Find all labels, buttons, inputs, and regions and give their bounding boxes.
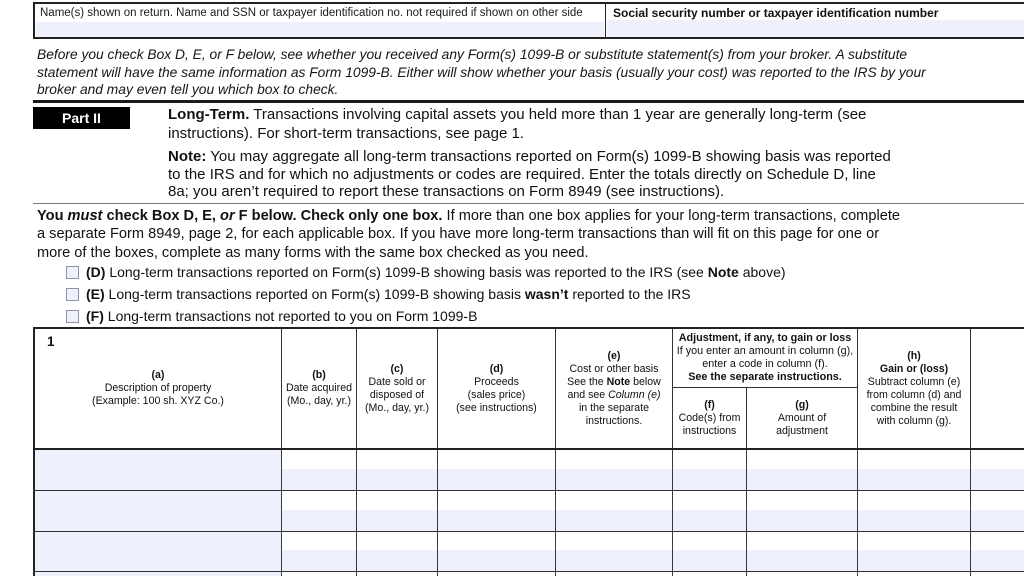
col-e-letter: (e) bbox=[607, 349, 621, 362]
cell-field[interactable] bbox=[556, 510, 672, 531]
cell-cost-basis bbox=[556, 491, 673, 531]
col-g-text: adjustment bbox=[776, 424, 828, 437]
note-text: 8a; you aren’t required to report these transactions on Form 8949 (see instructions). bbox=[168, 183, 725, 200]
col-h-header bbox=[858, 329, 971, 448]
cell-field[interactable] bbox=[858, 550, 970, 571]
cell-field[interactable] bbox=[673, 550, 746, 571]
col-e-header bbox=[556, 329, 673, 448]
cell-adjustment bbox=[747, 532, 858, 572]
col-h-text: from column (d) and bbox=[866, 388, 962, 401]
checkbox-e-label: Long-term transactions reported on Form(s) 1099-B showing basis bbox=[104, 286, 525, 302]
cell-proceeds bbox=[438, 532, 556, 572]
cell-date-sold bbox=[357, 532, 438, 572]
cell-field[interactable] bbox=[282, 469, 356, 490]
cell-field[interactable] bbox=[556, 550, 672, 571]
cell-field[interactable] bbox=[357, 469, 437, 490]
checkbox-e-letter: (E) bbox=[86, 286, 105, 302]
cell-description-field[interactable] bbox=[33, 450, 282, 490]
cell-gain-loss bbox=[858, 532, 971, 572]
cell-code bbox=[673, 450, 747, 490]
col-d-text: Proceeds bbox=[474, 375, 519, 388]
checkbox-d-letter: (D) bbox=[86, 264, 106, 280]
row-overflow bbox=[971, 532, 1024, 572]
col-a-text: (Example: 100 sh. XYZ Co.) bbox=[92, 395, 224, 407]
part2-badge: Part II bbox=[33, 107, 130, 129]
cell-field[interactable] bbox=[673, 469, 746, 490]
note-text: You may aggregate all long-term transactions reported on Form(s) 1099-B showing basis was reported bbox=[206, 148, 891, 165]
col-e-text: and see bbox=[567, 388, 609, 401]
col-f-text: instructions bbox=[682, 424, 737, 437]
cell-field[interactable] bbox=[747, 550, 857, 571]
cell-proceeds bbox=[438, 572, 556, 576]
cell-description-field[interactable] bbox=[33, 532, 282, 572]
col-d-text: (see instructions) bbox=[456, 401, 537, 414]
cell-field[interactable] bbox=[282, 510, 356, 531]
col-d-header bbox=[438, 329, 556, 448]
cell-adjustment bbox=[747, 450, 858, 490]
cell-field bbox=[971, 550, 1024, 571]
must-check-instructions bbox=[37, 207, 900, 262]
name-on-return-label: Name(s) shown on return. Name and SSN or taxpayer identification no. not required if shown on other side bbox=[40, 7, 583, 19]
part2-title bbox=[168, 106, 866, 143]
checkbox-d-label: above) bbox=[738, 264, 786, 280]
part2-title-text: Transactions involving capital assets you held more than 1 year are generally long-term (see bbox=[249, 106, 867, 123]
checkbox-row-e bbox=[66, 286, 691, 302]
row-overflow bbox=[971, 491, 1024, 531]
must-check-italic: or bbox=[220, 208, 235, 224]
col-a-header bbox=[33, 329, 282, 448]
must-check-text: more of the boxes, complete as many forms with the same box checked as you need. bbox=[37, 244, 589, 261]
ssn-cell bbox=[606, 4, 1024, 37]
cell-code bbox=[673, 572, 747, 576]
transactions-table bbox=[33, 327, 1024, 576]
cell-proceeds bbox=[438, 491, 556, 531]
cell-field[interactable] bbox=[438, 469, 555, 490]
cell-cost-basis bbox=[556, 450, 673, 490]
taxpayer-header-box bbox=[33, 2, 1024, 39]
cell-code bbox=[673, 532, 747, 572]
must-check-text: a separate Form 8949, page 2, for each applicable box. If you have more long-term transactions than will fit on this page for one or bbox=[37, 226, 880, 243]
cell-date-acquired bbox=[282, 532, 357, 572]
checkbox-f[interactable] bbox=[66, 310, 79, 323]
cell-field[interactable] bbox=[747, 469, 857, 490]
table-row bbox=[33, 572, 1024, 576]
col-b-text: (Mo., day, yr.) bbox=[287, 395, 351, 407]
broker-note-line: broker and may even tell you which box to check. bbox=[37, 82, 339, 97]
col-a-letter: (a) bbox=[151, 369, 165, 381]
cell-cost-basis bbox=[556, 572, 673, 576]
must-check-italic: must bbox=[67, 208, 103, 224]
header-overflow-spacer bbox=[971, 329, 1024, 448]
col-c-text: disposed of bbox=[369, 388, 425, 401]
ssn-label: Social security number or taxpayer identification number bbox=[613, 6, 939, 20]
col-e-italic: Column (e) bbox=[608, 388, 661, 401]
adjustment-header-bold: Adjustment, if any, to gain or loss bbox=[678, 332, 852, 344]
cell-cost-basis bbox=[556, 532, 673, 572]
note-bold-prefix: Note: bbox=[168, 148, 207, 165]
part2-title-text: instructions). For short-term transactions, see page 1. bbox=[168, 124, 524, 142]
col-e-text: Cost or other basis bbox=[569, 362, 659, 375]
col-c-text: Date sold or bbox=[368, 375, 426, 388]
cell-description-field[interactable] bbox=[33, 572, 282, 576]
part2-aggregate-note bbox=[168, 148, 891, 201]
cell-description-field[interactable] bbox=[33, 491, 282, 531]
must-check-bold: check Box D, E, bbox=[102, 208, 221, 224]
checkbox-d[interactable] bbox=[66, 266, 79, 279]
col-c-letter: (c) bbox=[390, 362, 404, 375]
name-on-return-cell bbox=[35, 4, 606, 37]
col-d-text: (sales price) bbox=[467, 388, 526, 401]
col-h-text: Subtract column (e) bbox=[867, 375, 961, 388]
instructions-divider-rule bbox=[33, 203, 1024, 204]
cell-code bbox=[673, 491, 747, 531]
adjustment-header-text: If you enter an amount in column (g), bbox=[676, 345, 854, 357]
col-f-header bbox=[673, 388, 747, 448]
table-row bbox=[33, 450, 1024, 491]
cell-field[interactable] bbox=[282, 550, 356, 571]
col-h-text: with column (g). bbox=[876, 414, 952, 427]
col-e-note-bold: Note bbox=[606, 375, 631, 388]
col-e-text: instructions. bbox=[585, 414, 643, 427]
cell-date-sold bbox=[357, 572, 438, 576]
col-h-bold: Gain or (loss) bbox=[879, 362, 949, 375]
table-row bbox=[33, 532, 1024, 573]
cell-field[interactable] bbox=[673, 510, 746, 531]
col-d-letter: (d) bbox=[489, 362, 504, 375]
ssn-field[interactable] bbox=[607, 20, 1024, 37]
cell-field[interactable] bbox=[747, 510, 857, 531]
checkbox-row-f bbox=[66, 308, 477, 324]
cell-proceeds bbox=[438, 450, 556, 490]
adjustment-header bbox=[673, 329, 857, 388]
checkbox-f-label: Long-term transactions not reported to you on Form 1099-B bbox=[103, 308, 478, 324]
cell-field[interactable] bbox=[357, 550, 437, 571]
col-f-letter: (f) bbox=[704, 398, 715, 411]
cell-date-acquired bbox=[282, 491, 357, 531]
checkbox-e-label-bold: wasn’t bbox=[524, 286, 569, 302]
col-g-text: Amount of bbox=[777, 411, 827, 424]
cell-field[interactable] bbox=[438, 510, 555, 531]
checkbox-row-d bbox=[66, 264, 786, 280]
part2-title-bold: Long-Term. bbox=[168, 106, 250, 123]
cell-field bbox=[971, 510, 1024, 531]
col-b-letter: (b) bbox=[312, 369, 326, 381]
col-g-letter: (g) bbox=[795, 398, 809, 411]
cell-field bbox=[971, 469, 1024, 490]
broker-substitute-note bbox=[37, 46, 926, 99]
cell-field[interactable] bbox=[556, 469, 672, 490]
col-b-header bbox=[282, 329, 357, 448]
cell-adjustment bbox=[747, 572, 858, 576]
name-on-return-field[interactable] bbox=[36, 22, 604, 37]
broker-note-line: statement will have the same information as Form 1099-B. Either will show whether your basis (usually your cost) was reported to the IRS by your bbox=[37, 64, 926, 80]
col-b-text: Date acquired bbox=[286, 382, 352, 394]
adjustment-header-bold: See the separate instructions. bbox=[688, 371, 842, 383]
col-e-text: in the separate bbox=[578, 401, 650, 414]
checkbox-e-label: reported to the IRS bbox=[568, 286, 691, 302]
checkbox-d-label-bold: Note bbox=[707, 264, 739, 280]
broker-note-line: Before you check Box D, E, or F below, see whether you received any Form(s) 1099-B or substitute statement(s) from your broker. A substitute bbox=[37, 47, 908, 62]
row-overflow bbox=[971, 572, 1024, 576]
col-e-text: See the bbox=[567, 375, 607, 388]
col-g-header bbox=[747, 388, 857, 448]
cell-field[interactable] bbox=[357, 510, 437, 531]
checkbox-d-label: Long-term transactions reported on Form(s) 1099-B showing basis was reported to the IRS (see bbox=[105, 264, 708, 280]
table-header bbox=[33, 327, 1024, 450]
cell-date-sold bbox=[357, 450, 438, 490]
cell-gain-loss bbox=[858, 491, 971, 531]
col-f-text: Code(s) from bbox=[678, 411, 741, 424]
cell-gain-loss bbox=[858, 450, 971, 490]
cell-date-sold bbox=[357, 491, 438, 531]
table-row bbox=[33, 491, 1024, 532]
cell-field[interactable] bbox=[858, 510, 970, 531]
must-check-bold: F below. Check only one box. bbox=[234, 208, 443, 224]
checkbox-e[interactable] bbox=[66, 288, 79, 301]
col-c-text: (Mo., day, yr.) bbox=[365, 401, 429, 414]
col-c-header bbox=[357, 329, 438, 448]
cell-gain-loss bbox=[858, 572, 971, 576]
cell-field[interactable] bbox=[438, 550, 555, 571]
col-h-letter: (h) bbox=[907, 349, 921, 362]
col-a-text: Description of property bbox=[104, 382, 212, 394]
col-h-text: combine the result bbox=[870, 401, 958, 414]
row-overflow bbox=[971, 450, 1024, 490]
note-text: to the IRS and for which no adjustments or codes are required. Enter the totals directly on Schedule D, line bbox=[168, 165, 876, 183]
adjustment-column-group bbox=[673, 329, 858, 448]
adjustment-header-text: enter a code in column (f). bbox=[702, 358, 828, 370]
cell-adjustment bbox=[747, 491, 858, 531]
checkbox-f-letter: (F) bbox=[86, 308, 104, 324]
col-e-text: below bbox=[630, 375, 661, 388]
must-check-bold: You bbox=[37, 208, 68, 224]
cell-date-acquired bbox=[282, 572, 357, 576]
section-divider-rule bbox=[33, 100, 1024, 103]
cell-field[interactable] bbox=[858, 469, 970, 490]
must-check-text: If more than one box applies for your long-term transactions, complete bbox=[442, 208, 900, 224]
cell-date-acquired bbox=[282, 450, 357, 490]
row-number: 1 bbox=[47, 334, 55, 349]
